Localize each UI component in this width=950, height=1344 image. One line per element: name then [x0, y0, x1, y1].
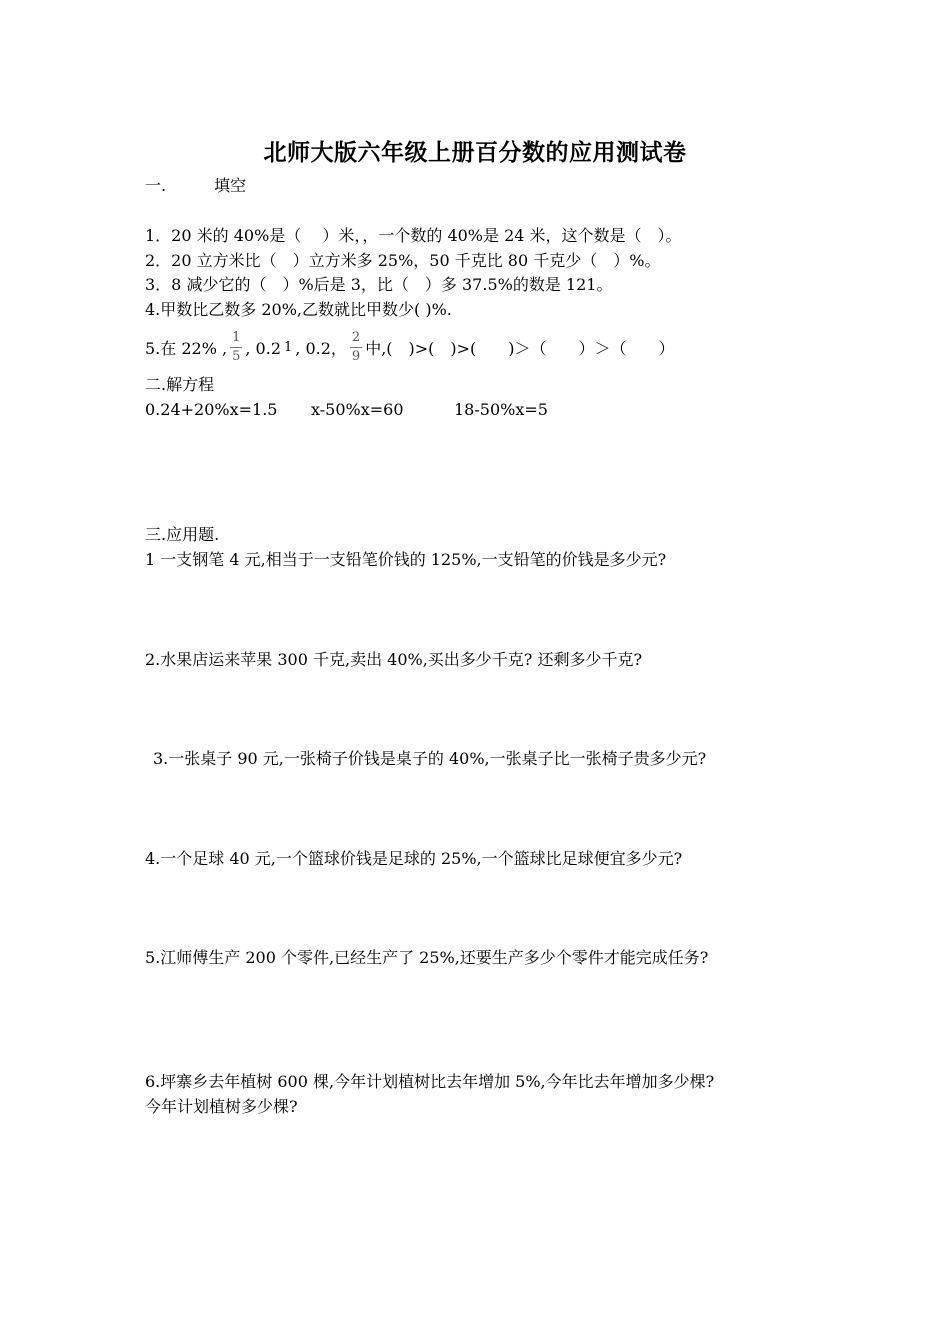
fill-question-4: 4.甲数比乙数多 20%,乙数就比甲数少( )%.	[145, 300, 452, 319]
equation-2: x-50%x=60	[311, 400, 404, 419]
q5-mid2: , 0.2，	[295, 339, 347, 358]
fraction-numerator: 1	[232, 330, 241, 345]
section-number: 一.	[145, 176, 167, 195]
section-heading-fill-blank	[145, 176, 246, 196]
fraction-denominator: 9	[351, 349, 361, 364]
word-problem-6-line-2: 今年计划植树多少棵?	[145, 1097, 298, 1116]
q5-prefix: 5.在 22% ,	[145, 339, 228, 358]
word-problem-1: 1 一支钢笔 4 元,相当于一支铅笔价钱的 125%,一支铅笔的价钱是多少元?	[145, 550, 667, 569]
q5-small-one: 1	[284, 340, 293, 355]
word-problem-3: 3.一张桌子 90 元,一张椅子价钱是桌子的 40%,一张桌子比一张椅子贵多少元?	[153, 749, 707, 768]
section-heading-text: 填空	[214, 176, 247, 195]
q5-suffix: 中,( )>( )>( )＞（ ）＞（ ）	[365, 339, 675, 358]
fraction-two-ninths	[350, 331, 362, 364]
word-problem-2: 2.水果店运来苹果 300 千克,卖出 40%,买出多少千克? 还剩多少千克?	[145, 650, 643, 669]
section-heading-equations: 二.解方程	[145, 375, 215, 394]
equations-row	[145, 400, 548, 420]
fill-question-5	[145, 330, 675, 366]
word-problem-4: 4.一个足球 40 元,一个篮球价钱是足球的 25%,一个篮球比足球便宜多少元?	[145, 849, 683, 868]
word-problem-5: 5.江师傅生产 200 个零件,已经生产了 25%,还要生产多少个零件才能完成任务?	[145, 948, 709, 967]
fraction-numerator: 2	[351, 330, 361, 345]
equation-1: 0.24+20%x=1.5	[145, 400, 278, 419]
equation-3: 18-50%x=5	[454, 400, 548, 419]
page-title: 北师大版六年级上册百分数的应用测试卷	[263, 139, 687, 166]
fraction-denominator: 5	[232, 349, 241, 364]
section-heading-word-problems: 三.应用题.	[145, 525, 220, 544]
q5-mid1: , 0.2	[245, 339, 281, 358]
word-problem-6-line-1: 6.坪寨乡去年植树 600 棵,今年计划植树比去年增加 5%,今年比去年增加多少棵?	[145, 1072, 715, 1091]
fill-question-3: 3．8 减少它的（ ）%后是 3，比（ ）多 37.5%的数是 121。	[145, 275, 613, 294]
fraction-one-fifth	[230, 331, 242, 364]
fill-question-1: 1．20 米的 40%是（ ）米，，一个数的 40%是 24 米，这个数是（ ）。	[145, 226, 682, 245]
fill-question-2: 2．20 立方米比（ ）立方米多 25%，50 千克比 80 千克少（ ）%。	[145, 251, 661, 270]
